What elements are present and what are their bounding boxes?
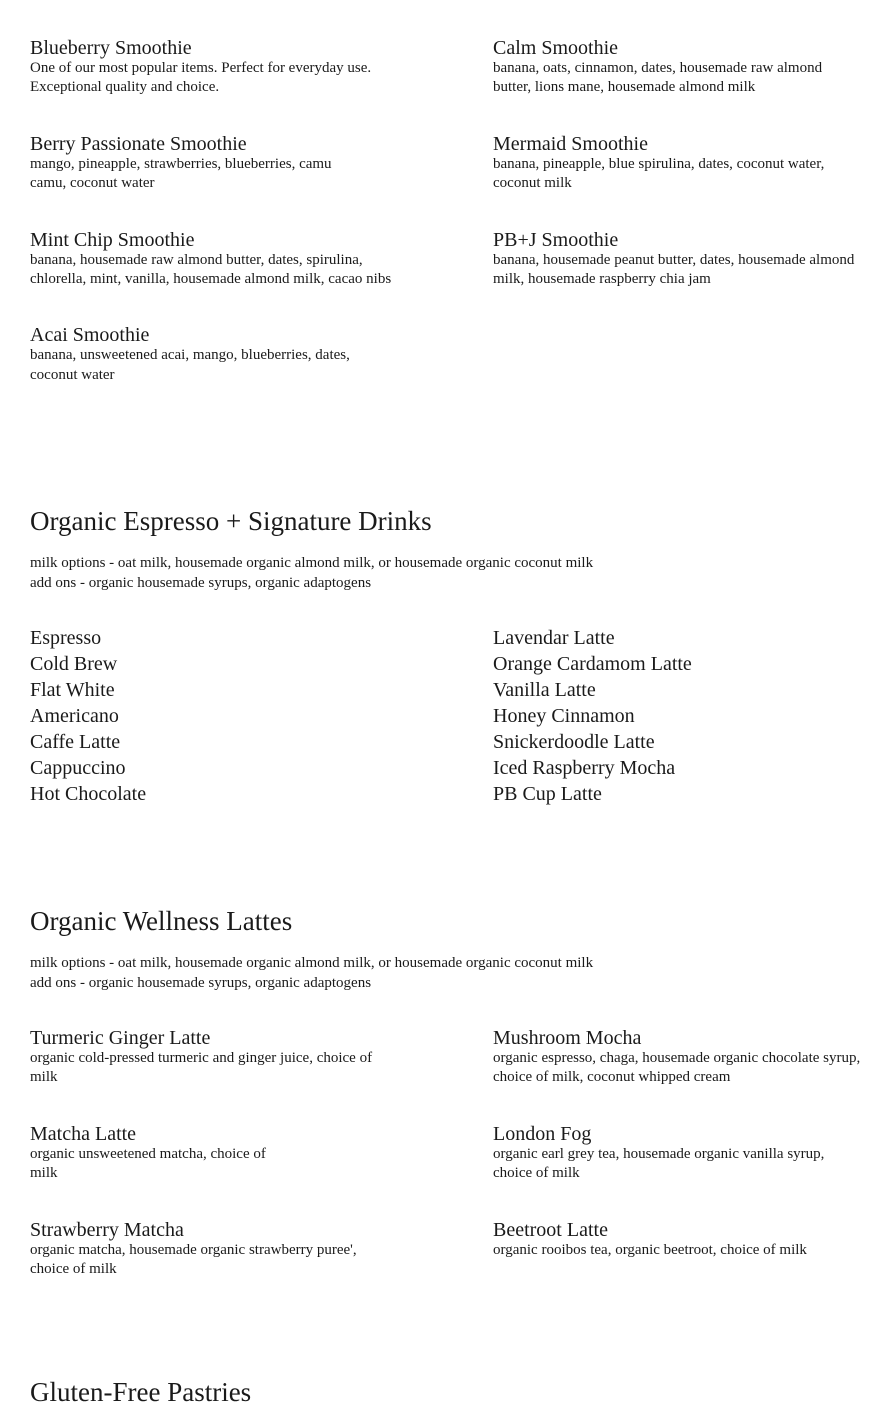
menu-item-description: banana, housemade raw almond butter, dates, spirulina, chlorella, mint, vanilla, housemade almond milk, cacao nibs bbox=[30, 251, 392, 288]
menu-item bbox=[30, 37, 493, 98]
menu-item-description: One of our most popular items. Perfect for everyday use. Exceptional quality and choice. bbox=[30, 60, 372, 96]
drink-item: Snickerdoodle Latte bbox=[493, 731, 655, 753]
espresso-list bbox=[30, 625, 870, 807]
menu-item bbox=[30, 1027, 493, 1088]
section-heading-espresso: Organic Espresso + Signature Drinks bbox=[30, 506, 432, 536]
menu-item-description: organic earl grey tea, housemade organic vanilla syrup, choice of milk bbox=[493, 1145, 825, 1182]
menu-item bbox=[30, 1123, 493, 1184]
drink-item: Americano bbox=[30, 705, 119, 727]
drink-item: Hot Chocolate bbox=[30, 783, 147, 805]
menu-item bbox=[493, 229, 863, 290]
menu-item-name: Berry Passionate Smoothie bbox=[30, 132, 247, 155]
menu-item-description: organic rooibos tea, organic beetroot, choice of milk bbox=[493, 1241, 807, 1258]
menu-item-name: Blueberry Smoothie bbox=[30, 37, 192, 59]
menu-item bbox=[30, 324, 493, 385]
menu-item-name: Mushroom Mocha bbox=[493, 1027, 642, 1049]
drink-item: Caffe Latte bbox=[30, 731, 121, 753]
drink-item: Espresso bbox=[30, 627, 102, 649]
milk-options-note: milk options - oat milk, housemade organic almond milk, or housemade organic coconut milk bbox=[30, 555, 594, 571]
menu-item bbox=[493, 1123, 863, 1184]
menu-item-name: Mint Chip Smoothie bbox=[30, 228, 195, 251]
menu-item-name: Beetroot Latte bbox=[493, 1218, 608, 1241]
menu-item-description: organic matcha, housemade organic strawberry puree', choice of milk bbox=[30, 1241, 357, 1278]
menu-item-description: banana, pineapple, blue spirulina, dates, coconut water, coconut milk bbox=[493, 155, 825, 192]
menu-item-name: Turmeric Ginger Latte bbox=[30, 1027, 211, 1049]
drink-item: Cold Brew bbox=[30, 653, 118, 675]
espresso-list-left bbox=[30, 625, 493, 807]
menu-item-name: Strawberry Matcha bbox=[30, 1218, 184, 1241]
drink-item: Orange Cardamom Latte bbox=[493, 653, 692, 675]
menu-item bbox=[493, 133, 863, 194]
drink-item: Iced Raspberry Mocha bbox=[493, 757, 676, 779]
milk-options-note: milk options - oat milk, housemade organic almond milk, or housemade organic coconut milk bbox=[30, 955, 594, 971]
menu-item bbox=[493, 37, 863, 98]
menu-item bbox=[30, 1219, 493, 1280]
drink-item: Honey Cinnamon bbox=[493, 705, 635, 727]
section-heading-pastries: Gluten-Free Pastries bbox=[30, 1377, 252, 1407]
espresso-notes bbox=[30, 554, 593, 593]
add-ons-note: add ons - organic housemade syrups, organic adaptogens bbox=[30, 974, 372, 991]
menu-item-description: banana, unsweetened acai, mango, blueberries, dates, coconut water bbox=[30, 347, 350, 383]
menu-item-description: organic espresso, chaga, housemade organic chocolate syrup, choice of milk, coconut whipped cream bbox=[493, 1050, 861, 1086]
wellness-notes bbox=[30, 954, 593, 993]
menu-item-description: banana, oats, cinnamon, dates, housemade raw almond butter, lions mane, housemade almond milk bbox=[493, 60, 823, 96]
menu-item-name: Matcha Latte bbox=[30, 1122, 137, 1145]
menu-item-description: organic cold-pressed turmeric and ginger juice, choice of milk bbox=[30, 1050, 373, 1086]
wellness-grid bbox=[30, 1027, 870, 1314]
menu-item bbox=[30, 133, 493, 194]
drink-item: Flat White bbox=[30, 679, 115, 701]
menu-item bbox=[493, 1027, 863, 1088]
menu-item-description: banana, housemade peanut butter, dates, housemade almond milk, housemade raspberry chia jam bbox=[493, 251, 855, 288]
section-heading-wellness: Organic Wellness Lattes bbox=[30, 906, 293, 936]
add-ons-note: add ons - organic housemade syrups, organic adaptogens bbox=[30, 574, 372, 591]
drink-item: Cappuccino bbox=[30, 757, 126, 779]
drink-item: PB Cup Latte bbox=[493, 783, 602, 805]
smoothies-grid bbox=[30, 37, 870, 420]
menu-item-name: PB+J Smoothie bbox=[493, 228, 619, 251]
espresso-list-right bbox=[493, 625, 863, 807]
menu-item-name: Calm Smoothie bbox=[493, 37, 618, 59]
drink-item: Lavendar Latte bbox=[493, 627, 615, 649]
menu-item-name: London Fog bbox=[493, 1122, 592, 1145]
menu-item bbox=[30, 229, 493, 290]
menu-item-name: Mermaid Smoothie bbox=[493, 132, 648, 155]
menu-item-name: Acai Smoothie bbox=[30, 324, 150, 347]
drink-item: Vanilla Latte bbox=[493, 679, 596, 701]
menu-item bbox=[493, 1219, 863, 1280]
menu-item-description: organic unsweetened matcha, choice of milk bbox=[30, 1145, 266, 1182]
menu-item-description: mango, pineapple, strawberries, blueberries, camu camu, coconut water bbox=[30, 155, 332, 192]
